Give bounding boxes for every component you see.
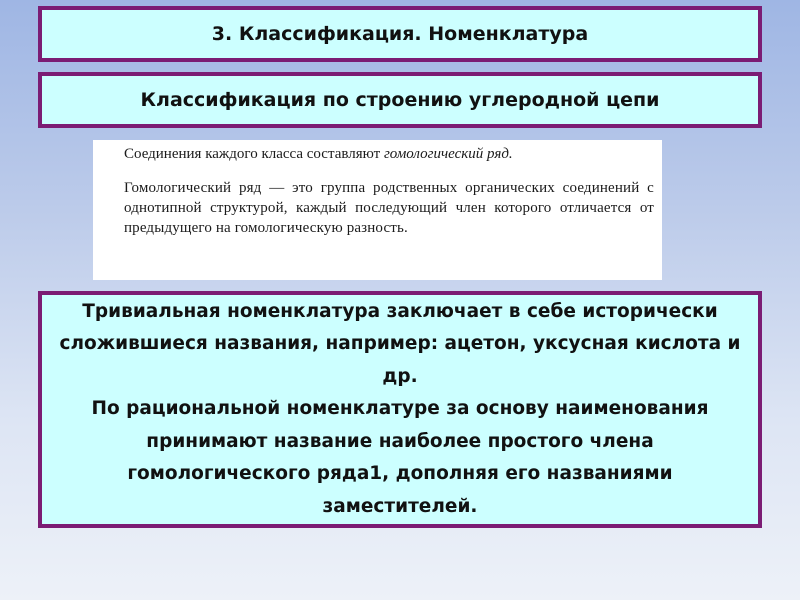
scanned-text-excerpt bbox=[93, 140, 662, 280]
nomenclature-text-box bbox=[38, 291, 762, 528]
slide-title: 3. Классификация. Номенклатура bbox=[211, 23, 589, 45]
rational-nomenclature-paragraph: По рациональной номенклатуре за основу наименования принимают название наиболее простого члена гомологического ряда1, дополняя его названиями заместителей. bbox=[91, 398, 709, 517]
slide-subtitle: Классификация по строению углеродной цепи bbox=[140, 89, 660, 111]
excerpt-line1-text: Соединения каждого класса составляют bbox=[124, 146, 384, 162]
excerpt-line1-term: гомологический ряд. bbox=[383, 146, 513, 162]
excerpt-definition: Гомологический ряд — это группа родственных органических соединений с однотипной структурой, каждый последующий член которого отличается от предыдущего на гомологическую разность. bbox=[124, 180, 654, 236]
excerpt-first-line bbox=[124, 144, 654, 164]
slide-subtitle-box bbox=[38, 72, 762, 128]
slide-title-box bbox=[38, 6, 762, 62]
trivial-nomenclature-paragraph: Тривиальная номенклатура заключает в себе исторически сложившиеся названия, например: ацетон, уксусная кислота и др. bbox=[59, 300, 741, 387]
